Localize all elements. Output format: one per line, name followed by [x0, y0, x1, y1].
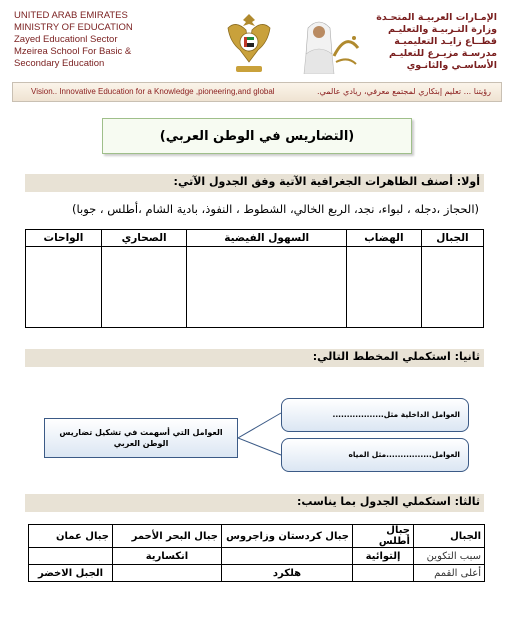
answer-cell-deserts[interactable]: [101, 247, 187, 328]
mountains-table: [28, 524, 485, 582]
row-label-highest-peak: أعلى القمم: [414, 565, 485, 582]
vision-english: Vision.. Innovative Education for a Knowledge ,pioneering,and global: [31, 87, 275, 96]
mountains-header-cell: جبال أطلس: [353, 525, 414, 548]
diagram-connector-lines: [238, 410, 282, 470]
header-left-line: Secondary Education: [14, 58, 105, 69]
table-cell[interactable]: انكسارية: [113, 548, 222, 565]
table-cell[interactable]: [353, 565, 414, 582]
section1-heading-band: [25, 174, 484, 192]
section2-heading-band: [25, 349, 484, 367]
column-header-floodplains: السهول الفيضية: [187, 230, 347, 247]
table-cell[interactable]: هلكرد: [222, 565, 353, 582]
mountains-header-cell: جبال البحر الأحمر: [113, 525, 222, 548]
diagram-external-factors-box[interactable]: العوامل................مثل المياه: [281, 438, 469, 472]
table-cell[interactable]: إلتوائية: [353, 548, 414, 565]
mountains-header-cell: جبال كردستان وزاجروس: [222, 525, 353, 548]
answer-cell-oases[interactable]: [26, 247, 102, 328]
header-right-line: الإمـارات العربيـة المتحـدة: [376, 12, 497, 23]
column-header-oases: الواحات: [26, 230, 102, 247]
diagram-center-box: العوامل التي أسهمت في تشكيل تضاريس الوطن العربي: [44, 418, 238, 458]
answer-cell-floodplains[interactable]: [187, 247, 347, 328]
vision-arabic: رؤيتنا ... تعليم إبتكاري لمجتمع معرفي، ريادي عالمي.: [317, 87, 491, 96]
section3-heading: ثالثا: استكملي الجدول بما يناسب:: [296, 495, 480, 508]
header-left-line: UNITED ARAB EMIRATES: [14, 10, 128, 21]
section2-heading: ثانيا: استكملي المخطط التالي:: [312, 350, 480, 363]
header-right-line: قطــاع زايـد التعليميـة: [394, 36, 497, 47]
header-right-line: وزارة التـربيـة والتعليـم: [387, 24, 497, 35]
header-left-text: [14, 10, 204, 70]
header-right-line: الأساسـي والثانـوي: [406, 60, 497, 71]
header-right-text: [347, 12, 497, 72]
answer-cell-plateaus[interactable]: [346, 247, 421, 328]
section3-heading-band: [25, 494, 484, 512]
row-label-cause: سبب التكوين: [414, 548, 485, 565]
answer-cell-mountains[interactable]: [421, 247, 483, 328]
column-header-mountains: الجبال: [421, 230, 483, 247]
table-cell[interactable]: الجبل الاخضر: [29, 565, 113, 582]
header-left-line: Zayed Educationl Sector: [14, 34, 118, 45]
table-cell[interactable]: [113, 565, 222, 582]
mountains-header-cell: الجبال: [414, 525, 485, 548]
page-title: (التضاريس في الوطن العربي): [159, 128, 355, 144]
table-cell[interactable]: [222, 548, 353, 565]
vision-banner: [12, 82, 502, 102]
header-left-line: Mzeirea School For Basic &: [14, 46, 132, 57]
page-title-box: [102, 118, 412, 154]
classification-table: [25, 229, 484, 328]
table-cell[interactable]: [29, 548, 113, 565]
column-header-deserts: الصحاري: [101, 230, 187, 247]
column-header-plateaus: الهضاب: [346, 230, 421, 247]
diagram-internal-factors-box[interactable]: العوامل الداخلية مثل..................: [281, 398, 469, 432]
section1-items: (الحجاز ،دجله ، لبواء، نجد، الربع الخالي، الشطوط ، النفوذ، بادية الشام ،أطلس ، جوبا): [72, 202, 479, 216]
mountains-header-cell: جبال عمان: [29, 525, 113, 548]
header-left-line: MINISTRY OF EDUCATION: [14, 22, 133, 33]
section1-heading: أولا: أصنف الظاهرات الجغرافية الآتية وفق الجدول الآتي:: [173, 175, 480, 188]
header-right-line: مدرسـة مزيـرع للتعليـم: [389, 48, 497, 59]
uae-emblem-icon: [222, 10, 276, 76]
